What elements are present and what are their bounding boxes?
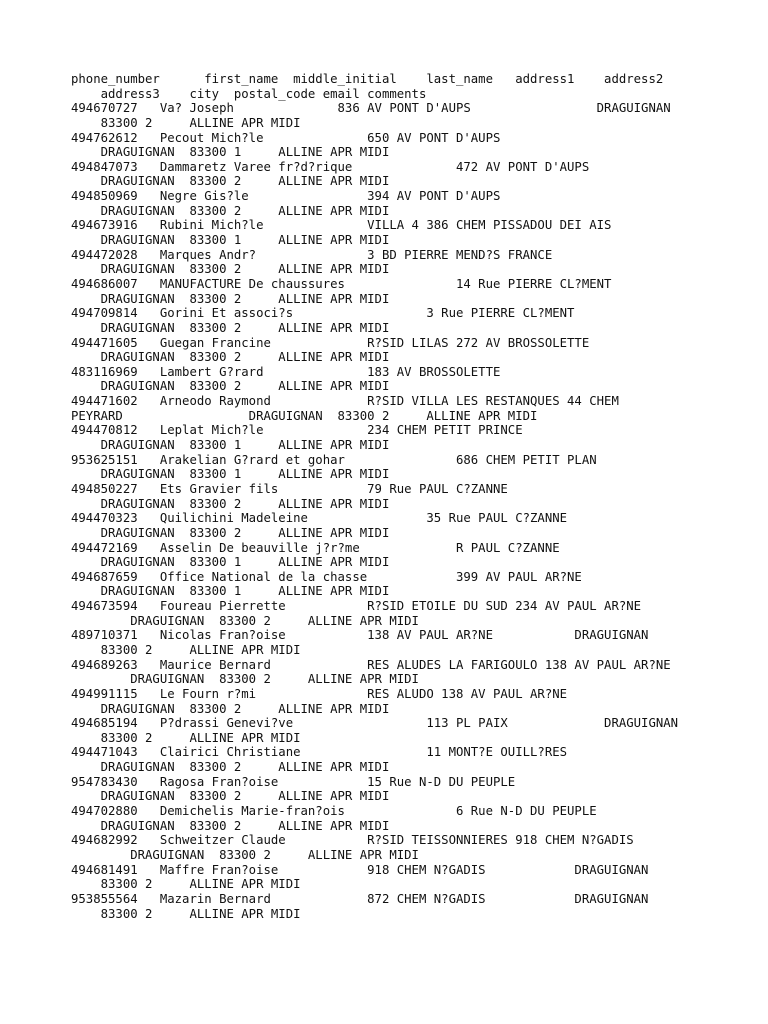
- document-line: 494471605 Guegan Francine R?SID LILAS 272 AV BROSSOLETTE: [71, 335, 590, 350]
- document-line: DRAGUIGNAN 83300 2 ALLINE APR MIDI: [71, 320, 390, 335]
- document-line: 494702880 Demichelis Marie-fran?ois 6 Rue N-D DU PEUPLE: [71, 804, 597, 819]
- document-line: 494472169 Asselin De beauville j?r?me R PAUL C?ZANNE: [71, 540, 560, 555]
- document-line: 494850969 Negre Gis?le 394 AV PONT D'AUPS: [71, 189, 501, 204]
- document-line: DRAGUIGNAN 83300 2 ALLINE APR MIDI: [71, 789, 390, 804]
- document-line: DRAGUIGNAN 83300 2 ALLINE APR MIDI: [71, 174, 390, 189]
- document-line: DRAGUIGNAN 83300 1 ALLINE APR MIDI: [71, 438, 390, 453]
- document-line: DRAGUIGNAN 83300 2 ALLINE APR MIDI: [71, 847, 419, 862]
- document-line: 494850227 Ets Gravier fils 79 Rue PAUL C?ZANNE: [71, 481, 508, 496]
- document-line: 494673594 Foureau Pierrette R?SID ETOILE DU SUD 234 AV PAUL AR?NE: [71, 599, 642, 614]
- document-line: DRAGUIGNAN 83300 1 ALLINE APR MIDI: [71, 467, 390, 482]
- document-line: 83300 2 ALLINE APR MIDI: [71, 115, 301, 130]
- document-line: 953625151 Arakelian G?rard et gohar 686 CHEM PETIT PLAN: [71, 452, 597, 467]
- document-line: PEYRARD DRAGUIGNAN 83300 2 ALLINE APR MIDI: [71, 408, 538, 423]
- document-line: DRAGUIGNAN 83300 2 ALLINE APR MIDI: [71, 672, 419, 687]
- document-line: 953855564 Mazarin Bernard 872 CHEM N?GADIS DRAGUIGNAN: [71, 891, 649, 906]
- document-line: 494682992 Schweitzer Claude R?SID TEISSONNIERES 918 CHEM N?GADIS: [71, 833, 634, 848]
- document-line: 494673916 Rubini Mich?le VILLA 4 386 CHEM PISSADOU DEI AIS: [71, 218, 612, 233]
- document-line: DRAGUIGNAN 83300 2 ALLINE APR MIDI: [71, 613, 419, 628]
- text-document: [71, 72, 731, 921]
- document-line: 494670727 Va? Joseph 836 AV PONT D'AUPS DRAGUIGNAN: [71, 101, 671, 116]
- document-line: 494686007 MANUFACTURE De chaussures 14 Rue PIERRE CL?MENT: [71, 276, 612, 291]
- document-line: phone_number first_name middle_initial last_name address1 address2: [71, 72, 664, 86]
- document-line: 494685194 P?drassi Genevi?ve 113 PL PAIX DRAGUIGNAN: [71, 716, 679, 731]
- document-line: 483116969 Lambert G?rard 183 AV BROSSOLETTE: [71, 364, 501, 379]
- document-line: 494687659 Office National de la chasse 399 AV PAUL AR?NE: [71, 569, 582, 584]
- document-line: DRAGUIGNAN 83300 2 ALLINE APR MIDI: [71, 525, 390, 540]
- document-line: 83300 2 ALLINE APR MIDI: [71, 906, 301, 921]
- document-line: 954783430 Ragosa Fran?oise 15 Rue N-D DU PEUPLE: [71, 774, 516, 789]
- document-line: DRAGUIGNAN 83300 2 ALLINE APR MIDI: [71, 701, 390, 716]
- document-line: 494470812 Leplat Mich?le 234 CHEM PETIT PRINCE: [71, 423, 523, 438]
- document-line: 494472028 Marques Andr? 3 BD PIERRE MEND?S FRANCE: [71, 247, 553, 262]
- document-line: 83300 2 ALLINE APR MIDI: [71, 730, 301, 745]
- document-line: 494471043 Clairici Christiane 11 MONT?E OUILL?RES: [71, 745, 568, 760]
- document-line: DRAGUIGNAN 83300 1 ALLINE APR MIDI: [71, 145, 390, 160]
- document-line: 494689263 Maurice Bernard RES ALUDES LA FARIGOULO 138 AV PAUL AR?NE: [71, 657, 671, 672]
- document-line: 494471602 Arneodo Raymond R?SID VILLA LES RESTANQUES 44 CHEM: [71, 394, 619, 409]
- document-line: DRAGUIGNAN 83300 2 ALLINE APR MIDI: [71, 818, 390, 833]
- document-line: DRAGUIGNAN 83300 2 ALLINE APR MIDI: [71, 203, 390, 218]
- document-line: 489710371 Nicolas Fran?oise 138 AV PAUL AR?NE DRAGUIGNAN: [71, 628, 649, 643]
- document-line: DRAGUIGNAN 83300 2 ALLINE APR MIDI: [71, 760, 390, 775]
- document-line: DRAGUIGNAN 83300 2 ALLINE APR MIDI: [71, 379, 390, 394]
- document-line: DRAGUIGNAN 83300 1 ALLINE APR MIDI: [71, 555, 390, 570]
- document-line: DRAGUIGNAN 83300 2 ALLINE APR MIDI: [71, 350, 390, 365]
- document-line: 494681491 Maffre Fran?oise 918 CHEM N?GADIS DRAGUIGNAN: [71, 862, 649, 877]
- document-line: 494709814 Gorini Et associ?s 3 Rue PIERRE CL?MENT: [71, 306, 575, 321]
- document-line: DRAGUIGNAN 83300 1 ALLINE APR MIDI: [71, 584, 390, 599]
- document-line: 494470323 Quilichini Madeleine 35 Rue PAUL C?ZANNE: [71, 511, 568, 526]
- document-line: address3 city postal_code email comments: [71, 86, 427, 101]
- document-line: 494847073 Dammaretz Varee fr?d?rique 472 AV PONT D'AUPS: [71, 159, 590, 174]
- document-line: 494762612 Pecout Mich?le 650 AV PONT D'AUPS: [71, 130, 501, 145]
- document-line: DRAGUIGNAN 83300 2 ALLINE APR MIDI: [71, 496, 390, 511]
- document-line: DRAGUIGNAN 83300 2 ALLINE APR MIDI: [71, 291, 390, 306]
- document-line: DRAGUIGNAN 83300 2 ALLINE APR MIDI: [71, 262, 390, 277]
- document-line: DRAGUIGNAN 83300 1 ALLINE APR MIDI: [71, 233, 390, 248]
- document-line: 494991115 Le Fourn r?mi RES ALUDO 138 AV PAUL AR?NE: [71, 686, 568, 701]
- document-line: 83300 2 ALLINE APR MIDI: [71, 877, 301, 892]
- document-line: 83300 2 ALLINE APR MIDI: [71, 642, 301, 657]
